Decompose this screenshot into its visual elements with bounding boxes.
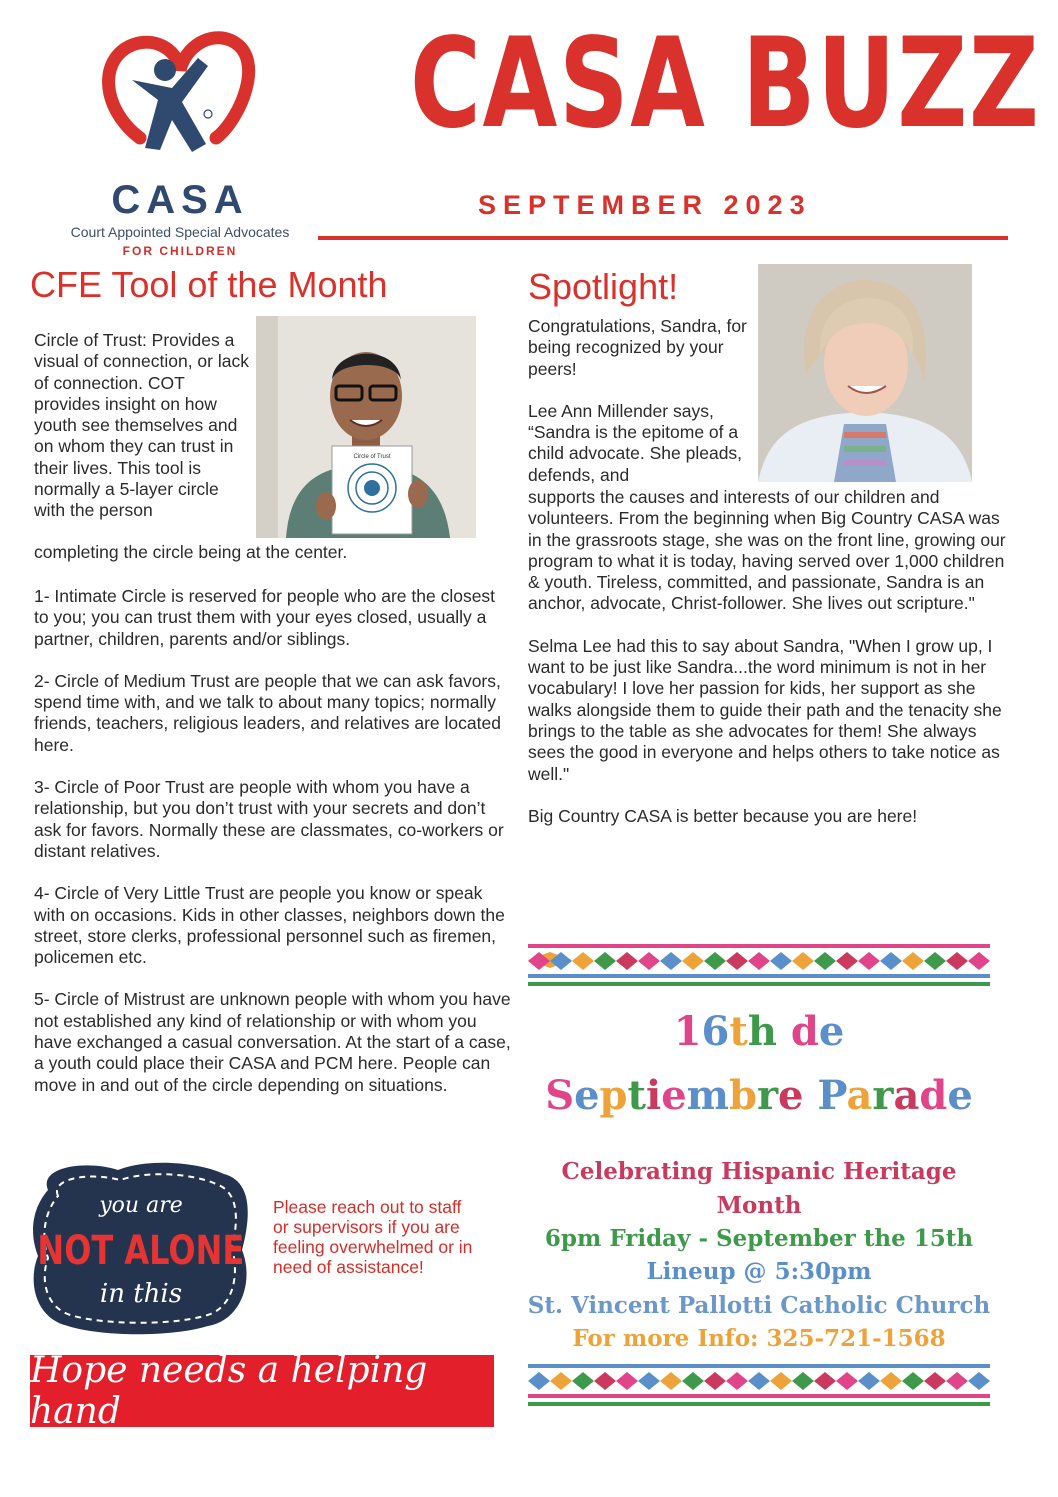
band-diamond [880, 952, 902, 970]
parade-event-line: St. Vincent Pallotti Catholic Church [527, 1292, 991, 1319]
band-diamond [660, 1372, 682, 1390]
spotlight-paragraph: Congratulations, Sandra, for being recognized by your peers! [528, 316, 747, 379]
parade-title-letter: b [728, 1072, 757, 1119]
band-diamond [726, 952, 748, 970]
parade-title-letter: e [818, 1008, 845, 1055]
parade-title-text [545, 1072, 973, 1119]
parade-title-letter: S [545, 1072, 575, 1119]
spotlight-intro [528, 316, 753, 507]
parade-title-text [674, 1008, 845, 1055]
band-diamond [792, 952, 814, 970]
band-diamond [638, 1372, 660, 1390]
band-diamond [638, 952, 660, 970]
parade-title-letter: a [893, 1072, 920, 1119]
band-diamond [902, 1372, 924, 1390]
band-diamond [858, 1372, 880, 1390]
band-diamond [594, 952, 616, 970]
not-alone-sticker [28, 1160, 254, 1336]
band-diamond [968, 1372, 990, 1390]
sheet-title: Circle of Trust [353, 454, 391, 460]
band-diamond [968, 952, 990, 970]
cfe-intro: Circle of Trust: Provides a visual of connection, or lack of connection. COT provides insight on how youth see themselves and on whom they can trust in their lives. This tool is normally a 5-layer circle with the person [34, 330, 249, 521]
parade-title-letter: e [661, 1072, 687, 1119]
band-diamond [880, 1372, 902, 1390]
band-diamond [704, 952, 726, 970]
parade-title-letter: r [756, 1072, 779, 1119]
parade-event-line: For more Info: 325-721-1568 [572, 1325, 946, 1352]
band-diamond [528, 1372, 550, 1390]
parade-title-letter: t [729, 1008, 748, 1055]
parade-title-letter: 6 [701, 1008, 730, 1055]
parade-title-letter: e [778, 1072, 804, 1119]
parade-title-letter: a [846, 1072, 873, 1119]
trust-circle-item: 1- Intimate Circle is reserved for people who are the closest to you; you can trust them with your eyes closed, usually a partner, children, parents and/or siblings. [34, 586, 496, 649]
casa-logo [40, 20, 320, 258]
spotlight-photo [758, 264, 972, 482]
spotlight-paragraph: Lee Ann Millender says, “Sandra is the epitome of a child advocate. She pleads, defends, and [528, 400, 743, 485]
band-diamond [704, 1372, 726, 1390]
parade-title-letter: P [817, 1072, 847, 1119]
parade-title-letter: e [947, 1072, 973, 1119]
band-diamond [946, 1372, 968, 1390]
parade-title-line-1 [528, 1008, 990, 1055]
decorative-band-top [528, 944, 990, 986]
spotlight-body [528, 487, 1006, 848]
logo-subtitle-2: FOR CHILDREN [122, 244, 238, 258]
band-diamond [572, 952, 594, 970]
band-diamond [814, 952, 836, 970]
decorative-band-bottom [528, 1364, 990, 1406]
parade-event-line: Lineup @ 5:30pm [646, 1258, 872, 1285]
sticker-line-1: you are [99, 1193, 183, 1218]
trust-circle-item: 3- Circle of Poor Trust are people with whom you have a relationship, but you don’t trust with your secrets and don’t ask for favors. Normally these are classmates, co-workers or distant relatives. [34, 777, 504, 861]
sticker-line-3: in this [99, 1279, 183, 1309]
parade-title-letter: 1 [673, 1008, 702, 1055]
band-diamond [616, 952, 638, 970]
parade-title-letter: t [627, 1072, 646, 1119]
parade-title-letter: h [747, 1008, 777, 1055]
logo-word: CASA [111, 178, 249, 222]
parade-title-letter: d [919, 1072, 948, 1119]
band-diamond [902, 952, 924, 970]
heart-person-icon [40, 20, 320, 180]
parade-event-line: 6pm Friday - September the 15th [544, 1225, 974, 1252]
band-diamond [726, 1372, 748, 1390]
parade-title-letter: p [599, 1072, 628, 1119]
band-diamond [616, 1372, 638, 1390]
band-diamond [858, 952, 880, 970]
band-diamond [594, 1372, 616, 1390]
band-diamond [682, 1372, 704, 1390]
trust-circle-item: 5- Circle of Mistrust are unknown people with whom you have not established any kind of relationship or with whom you have exchanged a casual conversation. At the start of a case, a youth could place their CASA and PCM here. People can move in and out of the circle depending on situations. [34, 989, 511, 1095]
spotlight-heading: Spotlight! [528, 266, 679, 307]
band-diamond [924, 952, 946, 970]
spotlight-paragraph: supports the causes and interests of our children and volunteers. From the beginning when Big Country CASA was in the grassroots stage, she was on the front line, growing our program to what it is today, having served over 1,000 children & youth. Tireless, committed, and passionate, Sandra is an anchor, advocate, Christ-follower. She lives out scripture." [528, 487, 1006, 614]
spotlight-paragraph: Big Country CASA is better because you are here! [528, 805, 918, 826]
band-diamond [748, 952, 770, 970]
spotlight-paragraph: Selma Lee had this to say about Sandra, "When I grow up, I want to be just like Sandra...the word minimum is not in her vocabulary! I love her passion for kids, her support as she walks alongside them to guide their path and the tenacity she brings to the table as she advocates for them! She always sees the good in everyone and helps others to take notice as well." [528, 635, 1002, 784]
band-diamond [572, 1372, 594, 1390]
cfe-photo [256, 316, 476, 538]
band-diamond [814, 1372, 836, 1390]
band-diamond [682, 952, 704, 970]
trust-circle-item: 2- Circle of Medium Trust are people that we can ask favors, spend time with, and we talk to about many topics; normally friends, teachers, religious leaders, and relatives are located here. [34, 670, 501, 755]
band-diamond [836, 1372, 858, 1390]
parade-title-letter: e [574, 1072, 600, 1119]
parade-title-letter: r [872, 1072, 894, 1119]
trust-circle-list [34, 586, 514, 1117]
parade-title-letter [803, 1072, 817, 1119]
band-diamond [946, 952, 968, 970]
band-diamond [770, 952, 792, 970]
reach-out-text: Please reach out to staff or supervisors if you are feeling overwhelmed or in need of assistance! [273, 1197, 473, 1277]
header-divider [318, 236, 1008, 240]
parade-title-letter: i [646, 1072, 662, 1119]
parade-title-letter: d [790, 1008, 819, 1055]
trust-circle-item: 4- Circle of Very Little Trust are people you know or speak with on occasions. Kids in other classes, neighbors down the street, store clerks, professional personnel such as firemen, policemen etc. [34, 883, 505, 968]
newsletter-date: SEPTEMBER 2023 [478, 190, 812, 220]
hope-banner: Hope needs a helping hand [30, 1355, 494, 1427]
band-diamond [792, 1372, 814, 1390]
parade-title-letter: m [686, 1072, 729, 1119]
cfe-heading: CFE Tool of the Month [30, 264, 388, 305]
band-diamond [660, 952, 682, 970]
parade-event-line: Celebrating Hispanic Heritage Month [561, 1158, 957, 1219]
band-diamond [770, 1372, 792, 1390]
parade-title-line-2 [528, 1072, 990, 1119]
band-diamond [550, 1372, 572, 1390]
parade-title-letter [777, 1008, 791, 1055]
sticker-line-2: NOT ALONE [37, 1226, 245, 1274]
logo-subtitle: Court Appointed Special Advocates [70, 224, 290, 240]
band-diamond [748, 1372, 770, 1390]
newsletter-title: CASA BUZZ [410, 12, 1041, 156]
band-diamond [836, 952, 858, 970]
band-diamond [924, 1372, 946, 1390]
cfe-intro-tail: completing the circle being at the center. [34, 542, 348, 562]
